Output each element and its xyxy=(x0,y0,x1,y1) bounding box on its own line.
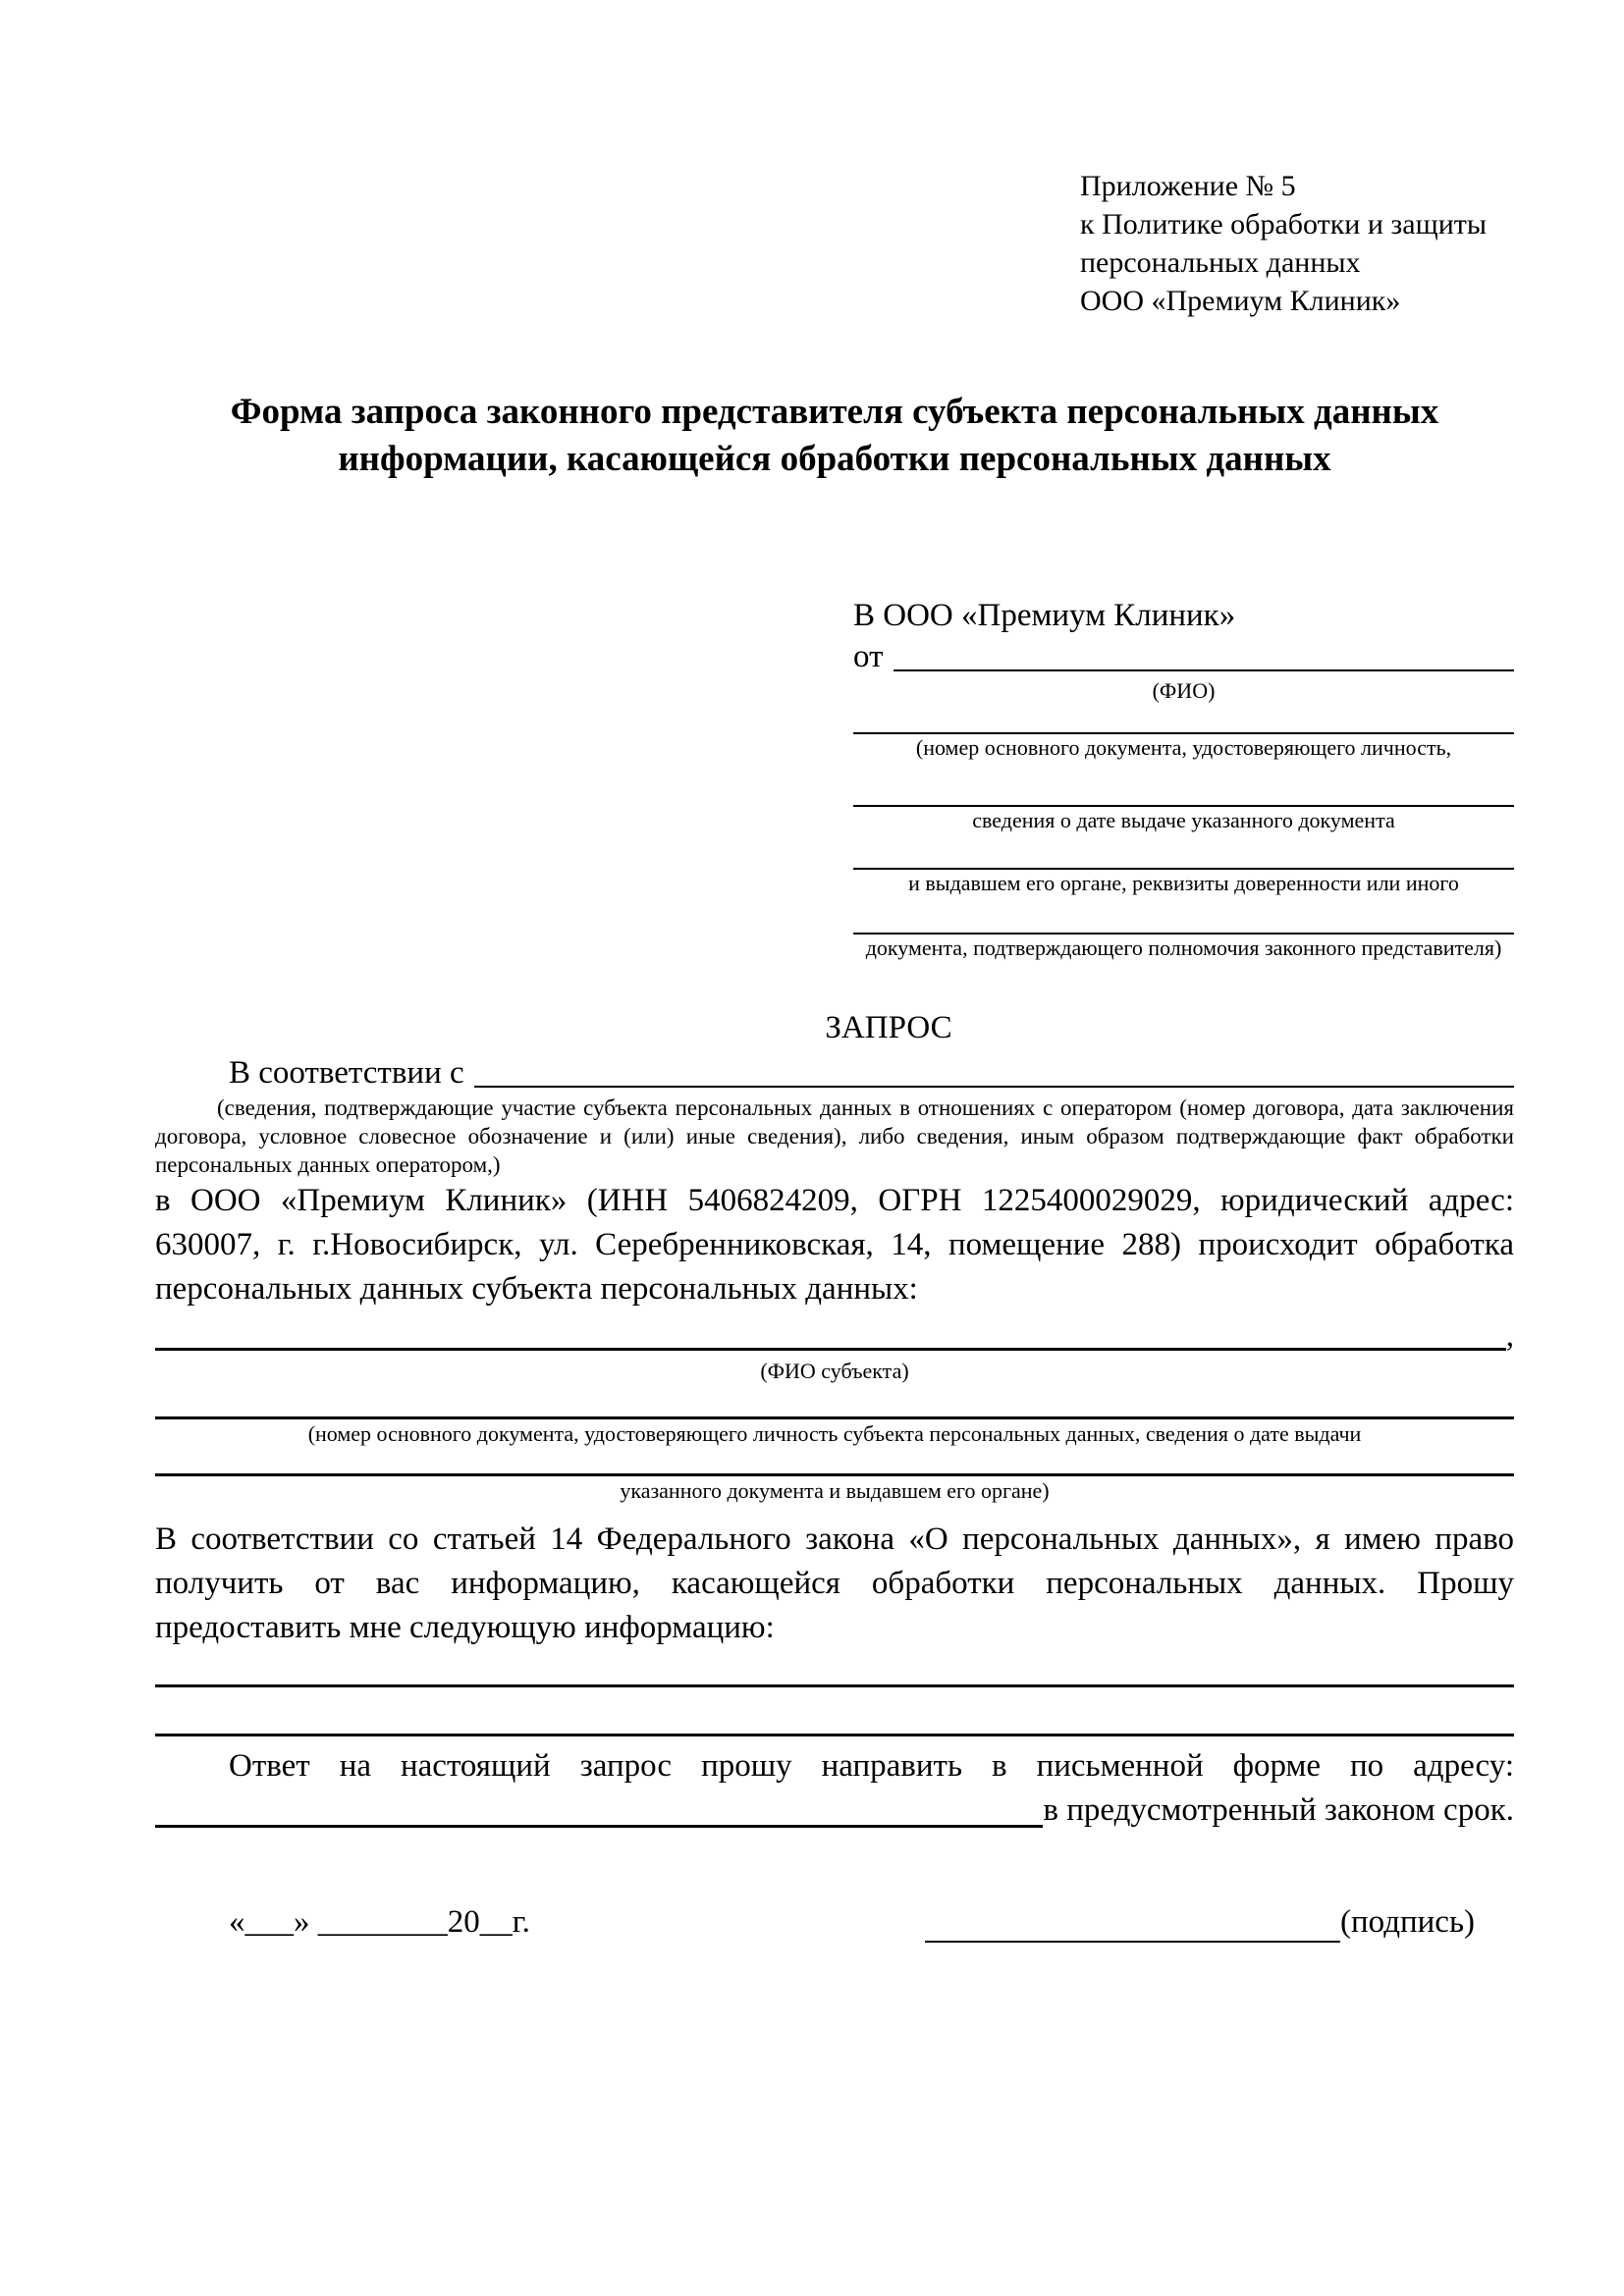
issuing-authority-blank-line xyxy=(853,834,1514,870)
answer-suffix: в предусмотренный законом срок. xyxy=(1043,1792,1514,1828)
subject-fio-caption: (ФИО субъекта) xyxy=(760,1359,909,1383)
document-title xyxy=(155,389,1514,483)
issue-date-caption: сведения о дате выдаче указанного документа xyxy=(972,808,1395,832)
operator-paragraph: в ООО «Премиум Клиник» (ИНН 5406824209, ОГРН 1225400029029, юридический адрес: 630007, г. г.Новосибирск, ул. Серебренниковская, 14, помещение 288) происходит обработка персональных данных субъекта персональных данных: xyxy=(155,1183,1514,1307)
fio-caption: (ФИО) xyxy=(1152,678,1216,703)
law-paragraph: В соответствии со статьей 14 Федерального закона «О персональных данных», я имею право получить от вас информацию, касающейся обработки персональных данных. Прошу предоставить мне следующую информацию: xyxy=(155,1522,1514,1645)
answer-address-row xyxy=(155,1789,1514,1833)
subject-document-caption-1: (номер основного документа, удостоверяющего личность субъекта персональных данных, сведения о дате выдачи xyxy=(307,1421,1362,1446)
subject-fio-row xyxy=(155,1315,1514,1357)
from-label: от xyxy=(853,639,884,674)
document-number-caption: (номер основного документа, удостоверяющего личность, xyxy=(915,735,1452,760)
information-blank-line-1 xyxy=(155,1650,1514,1687)
issue-date-blank-line xyxy=(853,762,1514,807)
request-heading: ЗАПРОС xyxy=(825,1010,952,1045)
information-blank-line-2 xyxy=(155,1687,1514,1736)
representative-authority-caption: документа, подтверждающего полномочия законного представителя) xyxy=(865,935,1502,960)
title-line-1: Форма запроса законного представителя субъекта персональных данных xyxy=(230,392,1439,432)
reference-line: к Политике обработки и защиты xyxy=(1080,208,1488,240)
subject-document-blank-line-2 xyxy=(155,1449,1514,1476)
address-blank-line xyxy=(155,1789,1043,1828)
issuing-authority-caption: и выдавшем его органе, реквизиты доверенности или иного xyxy=(908,871,1459,895)
fio-blank-line xyxy=(893,636,1515,671)
subject-fio-blank-line xyxy=(155,1315,1506,1351)
signature-row xyxy=(155,1901,1514,1943)
reference-line: персональных данных xyxy=(1080,246,1361,279)
subject-line-comma: , xyxy=(1505,1318,1514,1354)
signature-caption: (подпись) xyxy=(1340,1904,1475,1940)
date-blank: «___» ________20__г. xyxy=(229,1904,530,1940)
title-line-2: информации, касающейся обработки персональных данных xyxy=(338,439,1331,479)
subject-document-blank-line xyxy=(155,1386,1514,1419)
in-accordance-row xyxy=(155,1052,1514,1094)
addressee-block xyxy=(853,595,1514,962)
subject-document-caption-2: указанного документа и выдавшем его органе) xyxy=(620,1478,1050,1503)
reference-block xyxy=(1080,167,1487,320)
answer-paragraph: Ответ на настоящий запрос прошу направить в письменной форме по адресу: xyxy=(229,1748,1514,1784)
addressee-to-line: В ООО «Премиум Клиник» xyxy=(853,598,1236,633)
accordance-caption: (сведения, подтверждающие участие субъекта персональных данных в отношениях с оператором (номер договора, дата заключения договора, условное словесное обозначение и (или) иные сведения), либо сведения, иным образом подтверждающие факт обработки персональных данных оператором,) xyxy=(155,1095,1514,1177)
addressee-from-row xyxy=(853,636,1514,677)
document-number-blank-line xyxy=(853,705,1514,734)
accordance-blank-line xyxy=(474,1052,1514,1088)
in-accordance-label: В соответствии с xyxy=(229,1055,464,1091)
signature-blank-line xyxy=(925,1909,1340,1943)
representative-authority-blank-line xyxy=(853,897,1514,934)
reference-line: Приложение № 5 xyxy=(1080,170,1296,202)
reference-line: ООО «Премиум Клиник» xyxy=(1080,285,1401,317)
document-content xyxy=(0,389,1624,1943)
signature-group xyxy=(925,1901,1475,1943)
